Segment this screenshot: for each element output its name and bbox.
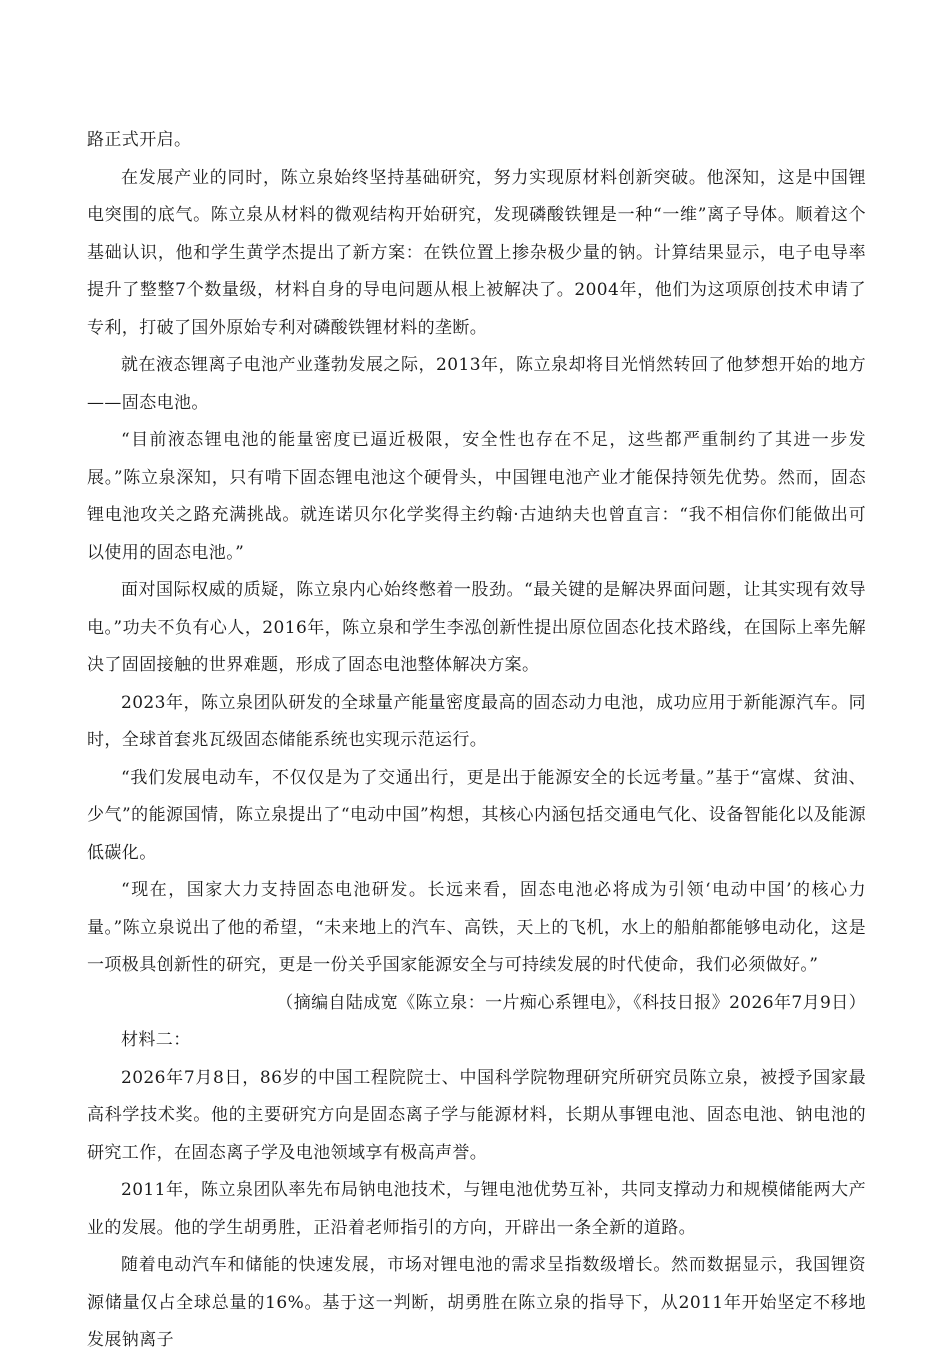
paragraph-basic-research: 在发展产业的同时，陈立泉始终坚持基础研究，努力实现原材料创新突破。他深知，这是中国锂电突围的底气。陈立泉从材料的微观结构开始研究，发现磷酸铁锂是一种“一维”离子导体。顺着这个基础认识，他和学生黄学杰提出了新方案：在铁位置上掺杂极少量的钠。计算结果显示，电子电导率提升了整整7个数量级，材料自身的导电问题从根上被解决了。2004年，他们为这项原创技术申请了专利，打破了国外原始专利对磷酸铁锂材料的垄断。 xyxy=(87,167,866,338)
paragraph-liquid-limit: “目前液态锂电池的能量密度已逼近极限，安全性也存在不足，这些都严重制约了其进一步发展。”陈立泉深知，只有啃下固态锂电池这个硬骨头，中国锂电池产业才能保持领先优势。然而，固态锂电池攻关之路充满挑战。就连诺贝尔化学奖得主约翰·古迪纳夫也曾直言：“我不相信你们能做出可以使用的固态电池。” xyxy=(87,430,866,563)
source-citation: （摘编自陆成宽《陈立泉：一片痴心系锂电》，《科技日报》2026年7月9日） xyxy=(276,992,866,1013)
paragraph-interface-problem: 面对国际权威的质疑，陈立泉内心始终憋着一股劲。“最关键的是解决界面问题，让其实现有效导电。”功夫不负有心人，2016年，陈立泉和学生李泓创新性提出原位固态化技术路线，在国际上率先解决了固固接触的世界难题，形成了固态电池整体解决方案。 xyxy=(87,580,866,675)
paragraph-sodium-battery: 2011年，陈立泉团队率先布局钠电池技术，与锂电池优势互补，共同支撑动力和规模储能两大产业的发展。他的学生胡勇胜，正沿着老师指引的方向，开辟出一条全新的道路。 xyxy=(87,1180,866,1238)
paragraph-future-hope: “现在，国家大力支持固态电池研发。长远来看，固态电池必将成为引领‘电动中国’的核心力量。”陈立泉说出了他的希望，“未来地上的汽车、高铁，天上的飞机，水上的船舶都能够电动化，这是一项极具创新性的研究，更是一份关乎国家能源安全与可持续发展的时代使命，我们必须做好。” xyxy=(87,880,866,975)
paragraph-lithium-demand: 随着电动汽车和储能的快速发展，市场对锂电池的需求呈指数级增长。然而数据显示，我国锂资源储量仅占全球总量的16%。基于这一判断，胡勇胜在陈立泉的指导下，从2011年开始坚定不移地发展钠离子 xyxy=(87,1255,866,1350)
paragraph-electric-china: “我们发展电动车，不仅仅是为了交通出行，更是出于能源安全的长远考量。”基于“富煤、贫油、少气”的能源国情，陈立泉提出了“电动中国”构想，其核心内涵包括交通电气化、设备智能化以及能源低碳化。 xyxy=(87,767,866,863)
paragraph-award: 2026年7月8日，86岁的中国工程院院士、中国科学院物理研究所研究员陈立泉，被授予国家最高科学技术奖。他的主要研究方向是固态离子学与能源材料，长期从事锂电池、固态电池、钠电池的研究工作，在固态离子学及电池领域享有极高声誉。 xyxy=(87,1067,866,1163)
section-heading-material-two: 材料二： xyxy=(121,1030,191,1050)
paragraph-continuation: 路正式开启。 xyxy=(87,130,192,150)
paragraph-2023-battery: 2023年，陈立泉团队研发的全球量产能量密度最高的固态动力电池，成功应用于新能源汽车。同时，全球首套兆瓦级固态储能系统也实现示范运行。 xyxy=(87,692,866,750)
paragraph-solid-state-turn: 就在液态锂离子电池产业蓬勃发展之际，2013年，陈立泉却将目光悄然转回了他梦想开始的地方——固态电池。 xyxy=(87,355,866,413)
